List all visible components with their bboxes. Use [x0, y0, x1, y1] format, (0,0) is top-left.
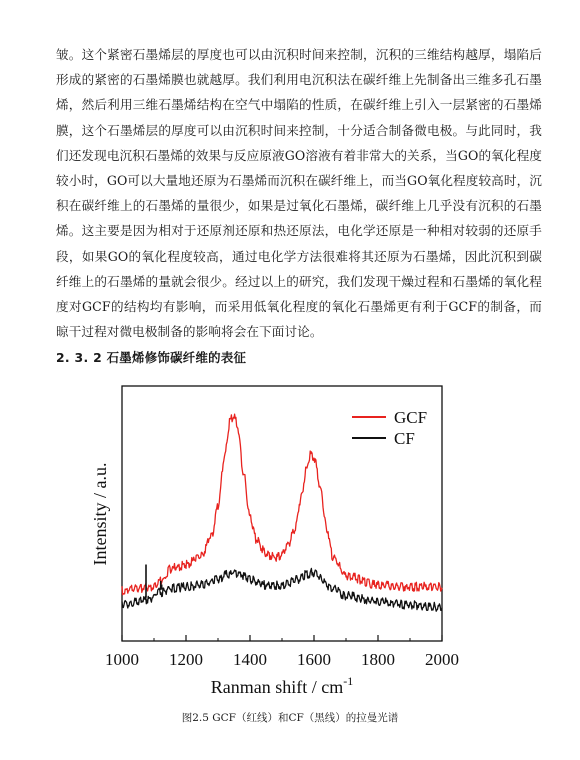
x-axis-title: Ranman shift / $cm^{-1}$ — [210, 674, 354, 697]
section-heading: 2. 3. 2 石墨烯修饰碳纤维的表征 — [56, 350, 247, 365]
figure-caption: 图2.5 GCF（红线）和CF（黑线）的拉曼光谱 — [181, 712, 399, 724]
raman-chart — [56, 380, 526, 700]
x-tick-label: 1200 — [169, 650, 203, 669]
body-paragraph: 皱。这个紧密石墨烯层的厚度也可以由沉积时间来控制，沉积的三维结构越厚，塌陷后形成的紧密的石墨烯膜也就越厚。我们利用电沉积法在碳纤维上先制备出三维多孔石墨烯，然后利用三维石墨烯结构在空气中塌陷的性质，在碳纤维上引入一层紧密的石墨烯膜，这个石墨烯层的厚度可以由沉积时间来控制，十分适合制备微电极。与此同时，我们还发现电沉积石墨烯的效果与反应原液GO溶液有着非常大的关系，当GO的氧化程度较小时，GO可以大量地还原为石墨烯而沉积在碳纤维上，而当GO氧化程度较高时，沉积在碳纤维上的石墨烯的量很少，如果是过氧化石墨烯，碳纤维上几乎没有沉积的石墨烯。这主要是因为相对于还原剂还原和热还原法，电化学还原是一种相对较弱的还原手段，如果GO的氧化程度较高，通过电化学方法很难将其还原为石墨烯，因此沉积到碳纤维上的石墨烯的量就会很少。经过以上的研究，我们发现干燥过程和石墨烯的氧化程度对GCF的结构均有影响，而采用低氧化程度的氧化石墨烯更有利于GCF的制备，而晾干过程对微电极制备的影响将会在下面讨论。 — [56, 47, 542, 340]
x-tick-label: 1600 — [297, 650, 331, 669]
raman-figure — [56, 380, 526, 700]
x-tick-label: 1000 — [105, 650, 139, 669]
x-tick-label: 2000 — [425, 650, 459, 669]
y-axis-title: Intensity / a.u. — [90, 462, 110, 566]
legend-label-cf: CF — [394, 429, 415, 448]
x-tick-label: 1400 — [233, 650, 267, 669]
x-tick-label: 1800 — [361, 650, 395, 669]
chart-legend — [352, 408, 427, 448]
legend-label-gcf: GCF — [394, 408, 428, 427]
